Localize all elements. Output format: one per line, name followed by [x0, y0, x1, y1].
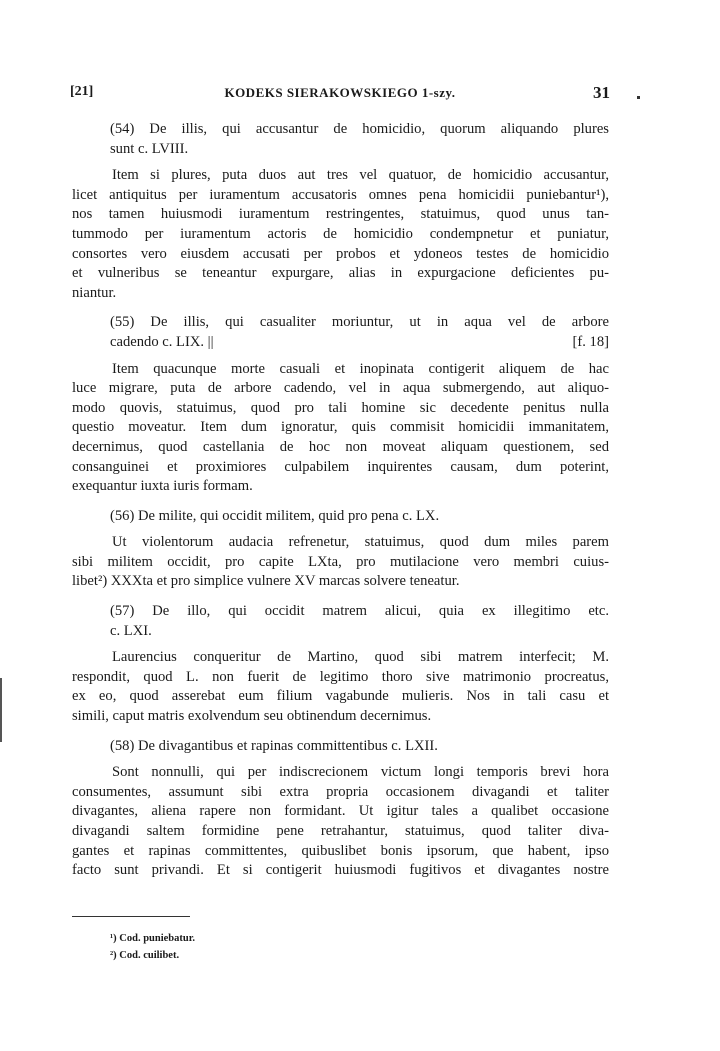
section-57 — [72, 602, 609, 727]
running-header — [70, 84, 610, 106]
heading-line: cadendo c. LIX. || — [110, 333, 214, 350]
text-line: simili, caput matris exolvendum seu obtinendum decernimus. — [72, 708, 432, 725]
heading-line: De divagantibus et rapinas committentibus c. LXII. — [137, 737, 438, 754]
folio-marker: [f. 18] — [572, 333, 609, 350]
paragraph — [72, 533, 609, 592]
text-line: luce migrare, puta de arbore cadendo, vel in aqua submergendo, aut aliquo- — [72, 380, 609, 397]
text-line: Laurencius conqueritur de Martino, quod sibi matrem interfecit; M. — [112, 649, 609, 666]
paragraph — [72, 763, 609, 881]
text-line: divagantes, aliena rapere non formidant. Ut igitur tales a qualibet occasione — [72, 803, 609, 820]
header-title: KODEKS SIERAKOWSKIEGO 1-szy. — [224, 85, 456, 100]
section-heading — [72, 120, 609, 140]
section-number: (58) — [110, 737, 135, 754]
section-heading — [72, 507, 609, 527]
text-line: divagandi saltem formidine pene retrahantur, statuimus, quod taliter diva- — [72, 823, 609, 839]
heading-continuation — [72, 333, 609, 353]
header-page-ref: [21] — [70, 84, 94, 99]
text-line: nos tamen huiusmodi iuramentum restringentes, statuimus, quod unus tan- — [72, 206, 609, 223]
section-58 — [72, 737, 609, 881]
page-number: 31 — [593, 83, 610, 102]
text-line: gantes et rapinas committentes, quibuslibet bonis ipsorum, que habent, ipso — [72, 842, 609, 859]
section-heading — [72, 737, 609, 757]
text-line: decernimus, quod castellania de hoc non moveat aliquam questionem, sed — [72, 438, 609, 455]
text-line: tummodo per iuramentum actoris de homicidio condempnetur et puniatur, — [72, 225, 609, 242]
heading-line: c. LXI. — [110, 622, 152, 639]
text-line: consortes vero eiusdem accusati per probos et ydoneos testes de homicidio — [72, 245, 609, 262]
text-line: niantur. — [72, 284, 117, 301]
margin-scan-bar — [0, 678, 2, 742]
text-line: consumentes, assumunt sibi extra propria occasionem divagandi et taliter — [72, 783, 609, 800]
section-54 — [72, 120, 609, 303]
text-line: sibi militem occidit, pro capite LXta, pro mutilacione vero membri cuius- — [72, 553, 609, 570]
text-line: exequantur iuxta iuris formam. — [72, 478, 253, 495]
text-line: libet²) XXXta et pro simplice vulnere XV marcas solvere teneatur. — [72, 573, 460, 590]
paragraph — [72, 648, 609, 726]
text-line: Ut violentorum audacia refrenetur, statuimus, quod dum miles parem — [112, 534, 609, 551]
text-line: Item si plures, puta duos aut tres vel quatuor, de homicidio accusantur, — [112, 167, 609, 184]
section-heading — [72, 602, 609, 622]
text-line: consanguinei et proximiores culpabilem inquirentes causam, dum poterint, — [72, 458, 609, 475]
section-number: (56) — [110, 507, 135, 524]
heading-line: sunt c. LVIII. — [110, 140, 189, 157]
heading-line: De illis, qui casualiter moriuntur, ut in aqua vel de arbore — [150, 314, 609, 331]
footnotes — [110, 930, 195, 964]
text-line: facto sunt privandi. Et si contigerit huiusmodi fugitivos et divagantes nostre — [72, 862, 609, 879]
text-line: licet antiquitus per iuramentum accusatoris omnes pena homicidii puniebantur¹), — [72, 186, 609, 203]
section-number: (55) — [110, 314, 135, 331]
paragraph — [72, 360, 609, 497]
paragraph — [72, 166, 609, 303]
footnote-divider — [72, 916, 190, 917]
text-line: Sont nonnulli, qui per indiscrecionem victum longi temporis brevi hora — [112, 764, 609, 781]
scan-speck — [637, 96, 640, 99]
section-heading — [72, 313, 609, 333]
heading-line: De milite, qui occidit militem, quid pro pena c. LX. — [137, 507, 440, 524]
section-56 — [72, 507, 609, 592]
text-line: questio moveatur. Item dum ignoratur, quis commisit homicidii immanitatem, — [72, 419, 609, 436]
text-line: ex eo, quod asserebat eum filium vagabunde mulieris. Nos in tali casu et — [72, 688, 609, 705]
text-line: Item quacunque morte casuali et inopinata contigerit aliquem de hac — [112, 360, 609, 377]
section-number: (57) — [110, 603, 135, 620]
text-line: respondit, quod L. non fuerit de legitimo thoro sive matrimonio procreatus, — [72, 668, 609, 685]
footnote-2: ²) Cod. cuilibet. — [110, 950, 180, 961]
heading-line: De illis, qui accusantur de homicidio, quorum aliquando plures — [149, 121, 609, 137]
section-number: (54) — [110, 121, 135, 137]
heading-continuation — [72, 622, 609, 642]
footnote-1: ¹) Cod. puniebatur. — [110, 933, 196, 944]
section-55 — [72, 313, 609, 496]
text-line: et vulneribus se teneantur expurgare, alias in expurgacione deficientes pu- — [72, 265, 609, 282]
heading-line: De illo, qui occidit matrem alicui, quia ex illegitimo etc. — [152, 603, 609, 620]
heading-continuation — [72, 140, 609, 160]
text-line: modo quovis, statuimus, quod pro tali homine sic decedente penitus nulla — [72, 399, 609, 416]
main-text — [72, 120, 609, 881]
